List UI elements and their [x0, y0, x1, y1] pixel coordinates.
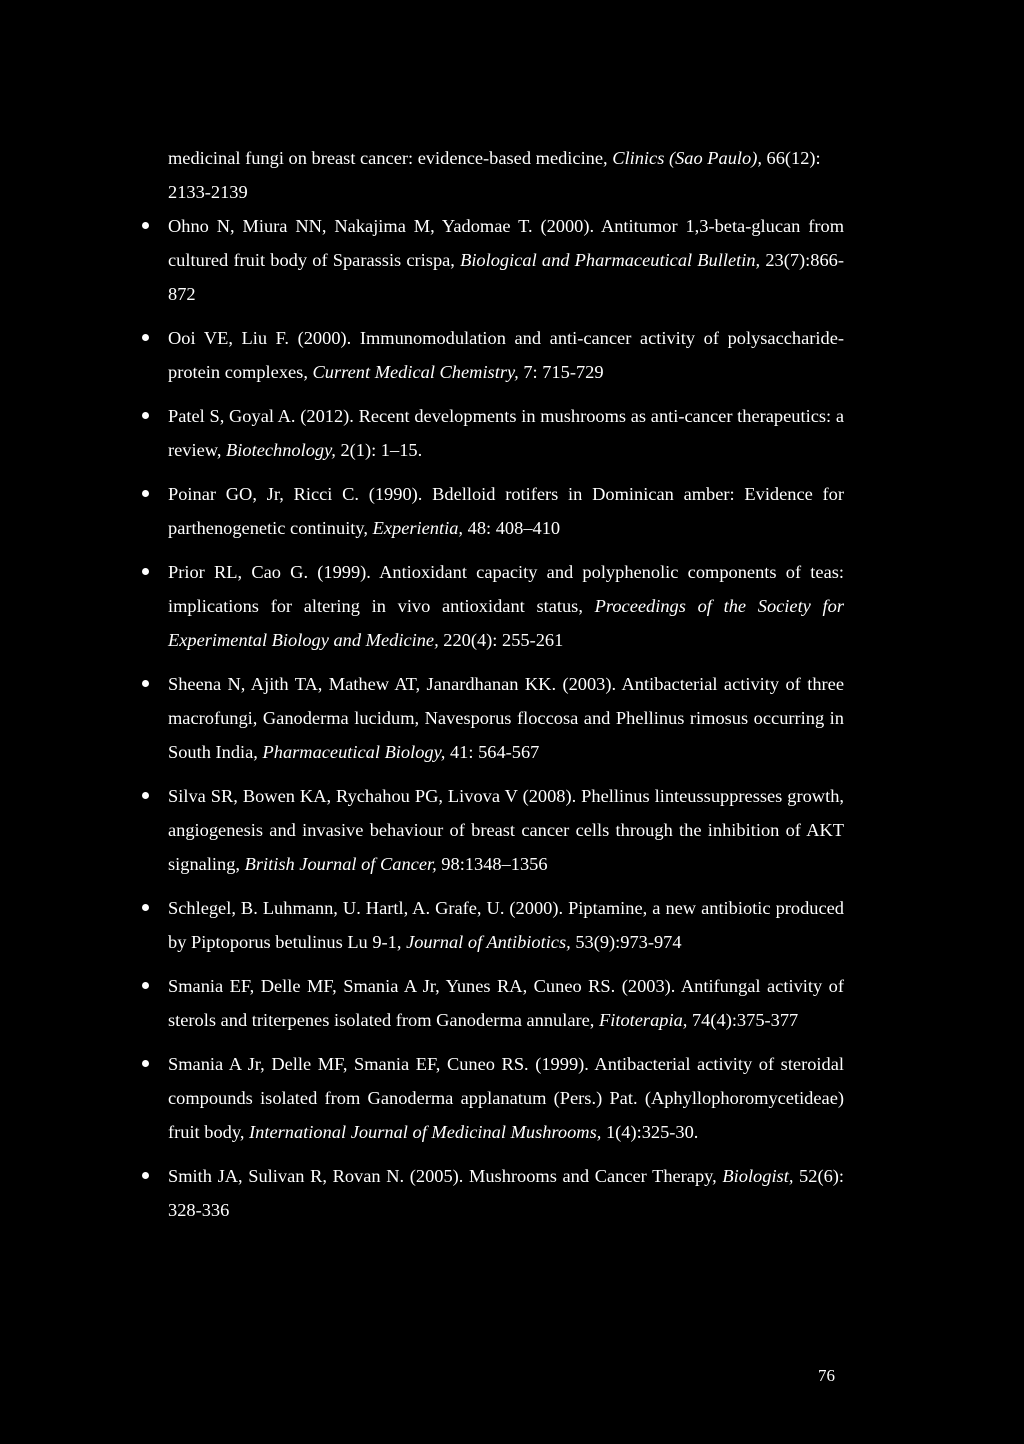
reference-text: Smith JA, Sulivan R, Rovan N. (2005). Mushrooms and Cancer Therapy, — [168, 1166, 723, 1186]
reference-text: Prior RL, Cao G. (1999). Antioxidant capacity and polyphenolic components of teas: implications for altering in vivo antioxidant status, — [168, 562, 844, 616]
reference-continuation — [168, 141, 844, 209]
bullet-icon — [142, 1060, 149, 1067]
reference-item — [168, 477, 844, 545]
reference-text: Sheena N, Ajith TA, Mathew AT, Janardhanan KK. (2003). Antibacterial activity of three macrofungi, Ganoderma lucidum, Navesporus floccosa and Phellinus rimosus occurring in South India, — [168, 674, 844, 762]
reference-journal: Journal of Antibiotics, — [406, 932, 571, 952]
reference-journal: Pharmaceutical Biology, — [262, 742, 446, 762]
bullet-icon — [142, 792, 149, 799]
reference-item — [168, 399, 844, 467]
reference-item — [168, 667, 844, 769]
reference-details: 7: 715-729 — [518, 362, 604, 382]
page-number: 76 — [818, 1366, 835, 1385]
reference-journal: British Journal of Cancer, — [244, 854, 437, 874]
reference-text: Poinar GO, Jr, Ricci C. (1990). Bdelloid rotifers in Dominican amber: Evidence for parthenogenetic continuity, — [168, 484, 844, 538]
reference-item — [168, 1159, 844, 1227]
reference-details: 2(1): 1–15. — [335, 440, 423, 460]
reference-details: 52(6): 328-336 — [168, 1166, 845, 1220]
bullet-icon — [142, 982, 149, 989]
reference-text: Patel S, Goyal A. (2012). Recent developments in mushrooms as anti-cancer therapeutics: a review, — [168, 406, 844, 460]
bullet-icon — [142, 1172, 149, 1179]
reference-text: Smania A Jr, Delle MF, Smania EF, Cuneo RS. (1999). Antibacterial activity of steroidal compounds isolated from Ganoderma applanatum (Pers.) Pat. (Aphyllophoromycetideae) fruit body, — [168, 1054, 844, 1142]
bullet-icon — [142, 568, 149, 575]
bullet-icon — [142, 490, 149, 497]
reference-details: 66(12): 2133-2139 — [168, 148, 821, 202]
reference-text: Silva SR, Bowen KA, Rychahou PG, Livova V (2008). Phellinus linteussuppresses growth, angiogenesis and invasive behaviour of breast cancer cells through the inhibition of AKT signaling, — [168, 786, 844, 874]
reference-item — [168, 555, 844, 657]
reference-details: 1(4):325-30. — [601, 1122, 699, 1142]
reference-item — [168, 891, 844, 959]
reference-details: 53(9):973-974 — [570, 932, 682, 952]
reference-journal: Biological and Pharmaceutical Bulletin, — [460, 250, 761, 270]
reference-item — [168, 779, 844, 881]
reference-journal: Biotechnology, — [226, 440, 336, 460]
reference-journal: Current Medical Chemistry, — [312, 362, 519, 382]
reference-details: 23(7):866-872 — [168, 250, 844, 304]
reference-list — [168, 141, 844, 1227]
reference-text: Schlegel, B. Luhmann, U. Hartl, A. Grafe, U. (2000). Piptamine, a new antibiotic produced by Piptoporus betulinus Lu 9-1, — [168, 898, 844, 952]
reference-journal: Clinics (Sao Paulo), — [612, 148, 762, 168]
reference-item — [168, 1047, 844, 1149]
reference-details: 98:1348–1356 — [436, 854, 548, 874]
bullet-icon — [142, 222, 149, 229]
reference-journal: Experientia, — [372, 518, 464, 538]
reference-details: 74(4):375-377 — [687, 1010, 799, 1030]
reference-item — [168, 321, 844, 389]
reference-item — [168, 209, 844, 311]
reference-text: medicinal fungi on breast cancer: evidence-based medicine, — [168, 148, 613, 168]
bullet-icon — [142, 412, 149, 419]
bullet-icon — [142, 334, 149, 341]
reference-journal: Proceedings of the Society for Experimental Biology and Medicine, — [168, 596, 844, 650]
reference-details: 48: 408–410 — [463, 518, 561, 538]
bullet-icon — [142, 904, 149, 911]
reference-text: Ohno N, Miura NN, Nakajima M, Yadomae T. (2000). Antitumor 1,3-beta-glucan from cultured fruit body of Sparassis crispa, — [168, 216, 844, 270]
reference-details: 41: 564-567 — [445, 742, 540, 762]
reference-text: Smania EF, Delle MF, Smania A Jr, Yunes RA, Cuneo RS. (2003). Antifungal activity of sterols and triterpenes isolated from Ganoderma annulare, — [168, 976, 844, 1030]
reference-details: 220(4): 255-261 — [438, 630, 564, 650]
reference-item — [168, 969, 844, 1037]
reference-journal: Biologist, — [722, 1166, 794, 1186]
reference-journal: Fitoterapia, — [599, 1010, 688, 1030]
bullet-icon — [142, 680, 149, 687]
reference-journal: International Journal of Medicinal Mushrooms, — [249, 1122, 602, 1142]
reference-text: Ooi VE, Liu F. (2000). Immunomodulation and anti-cancer activity of polysaccharide-protein complexes, — [168, 328, 844, 382]
